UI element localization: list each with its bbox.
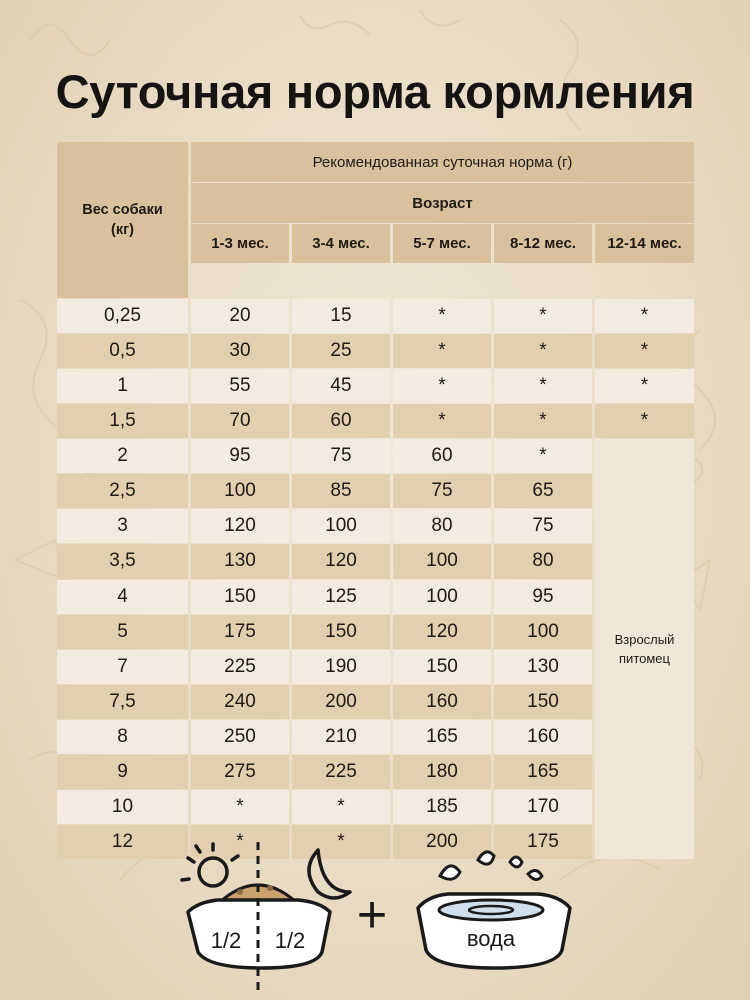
value-cell: * [595,299,694,333]
value-cell: * [393,369,491,403]
value-cell: 225 [292,755,390,789]
value-cell: 150 [191,580,289,614]
value-cell: 75 [494,509,592,543]
age-header: Возраст [191,183,694,223]
value-cell: 70 [191,404,289,438]
value-cell: 165 [393,720,491,754]
weight-cell: 0,5 [57,334,188,368]
value-cell: 100 [494,615,592,649]
weight-cell: 1 [57,369,188,403]
value-cell: 225 [191,650,289,684]
feeding-table [57,142,693,852]
value-cell: 150 [393,650,491,684]
value-cell: * [494,334,592,368]
half-right-label: 1/2 [274,928,306,953]
value-cell: 120 [191,509,289,543]
value-cell: 170 [494,790,592,824]
value-cell: 250 [191,720,289,754]
weight-header-line1: Вес собаки [82,202,163,218]
recommended-header: Рекомендованная суточная норма (г) [191,142,694,182]
value-cell: 125 [292,580,390,614]
value-cell: 60 [292,404,390,438]
weight-cell: 10 [57,790,188,824]
weight-cell: 7,5 [57,685,188,719]
weight-cell: 3 [57,509,188,543]
value-cell: 15 [292,299,390,333]
value-cell: * [494,439,592,473]
adult-pet-cell [595,439,694,859]
value-cell: 100 [292,509,390,543]
value-cell: * [292,790,390,824]
value-cell: 150 [494,685,592,719]
adult-pet-label-line2: питомец [619,651,670,667]
weight-cell: 1,5 [57,404,188,438]
age-column-header: 1-3 мес. [191,224,289,263]
weight-cell: 2 [57,439,188,473]
value-cell: 30 [191,334,289,368]
feeding-illustration [0,830,750,1000]
value-cell: 60 [393,439,491,473]
value-cell: * [191,790,289,824]
weight-cell: 4 [57,580,188,614]
page-title: Суточная норма кормления [55,65,695,118]
value-cell: 75 [292,439,390,473]
value-cell: 175 [494,825,592,859]
weight-cell: 3,5 [57,544,188,578]
weight-cell: 2,5 [57,474,188,508]
value-cell: * [292,825,390,859]
value-cell: 185 [393,790,491,824]
weight-header-line2: (кг) [111,222,134,238]
value-cell: 80 [494,544,592,578]
value-cell: * [494,404,592,438]
value-cell: * [595,369,694,403]
age-column-header: 3-4 мес. [292,224,390,263]
value-cell: 175 [191,615,289,649]
value-cell: 65 [494,474,592,508]
weight-header [57,142,188,298]
adult-pet-label-line1: Взрослый [614,632,675,648]
value-cell: 100 [393,544,491,578]
value-cell: 80 [393,509,491,543]
value-cell: 150 [292,615,390,649]
value-cell: 130 [494,650,592,684]
value-cell: 120 [292,544,390,578]
weight-cell: 7 [57,650,188,684]
value-cell: * [393,299,491,333]
value-cell: * [595,404,694,438]
half-left-label: 1/2 [210,928,242,953]
value-cell: 190 [292,650,390,684]
value-cell: * [494,369,592,403]
value-cell: 95 [494,580,592,614]
value-cell: * [595,334,694,368]
weight-cell: 0,25 [57,299,188,333]
age-column-header: 12-14 мес. [595,224,694,263]
weight-cell: 5 [57,615,188,649]
value-cell: 75 [393,474,491,508]
water-splash-icon [440,852,542,880]
value-cell: * [393,404,491,438]
water-label: вода [466,926,516,951]
value-cell: 120 [393,615,491,649]
value-cell: 160 [393,685,491,719]
age-column-header: 5-7 мес. [393,224,491,263]
sun-icon [182,844,238,886]
value-cell: 160 [494,720,592,754]
value-cell: 95 [191,439,289,473]
value-cell: 200 [292,685,390,719]
value-cell: 20 [191,299,289,333]
value-cell: 180 [393,755,491,789]
value-cell: 165 [494,755,592,789]
value-cell: 55 [191,369,289,403]
value-cell: 100 [191,474,289,508]
value-cell: 240 [191,685,289,719]
plus-sign: + [356,886,388,944]
value-cell: 200 [393,825,491,859]
value-cell: * [191,825,289,859]
value-cell: 25 [292,334,390,368]
value-cell: 275 [191,755,289,789]
value-cell: * [494,299,592,333]
weight-cell: 8 [57,720,188,754]
value-cell: 45 [292,369,390,403]
value-cell: 210 [292,720,390,754]
value-cell: 85 [292,474,390,508]
moon-icon [309,850,350,898]
weight-cell: 12 [57,825,188,859]
value-cell: 100 [393,580,491,614]
weight-cell: 9 [57,755,188,789]
age-column-header: 8-12 мес. [494,224,592,263]
value-cell: * [393,334,491,368]
value-cell: 130 [191,544,289,578]
